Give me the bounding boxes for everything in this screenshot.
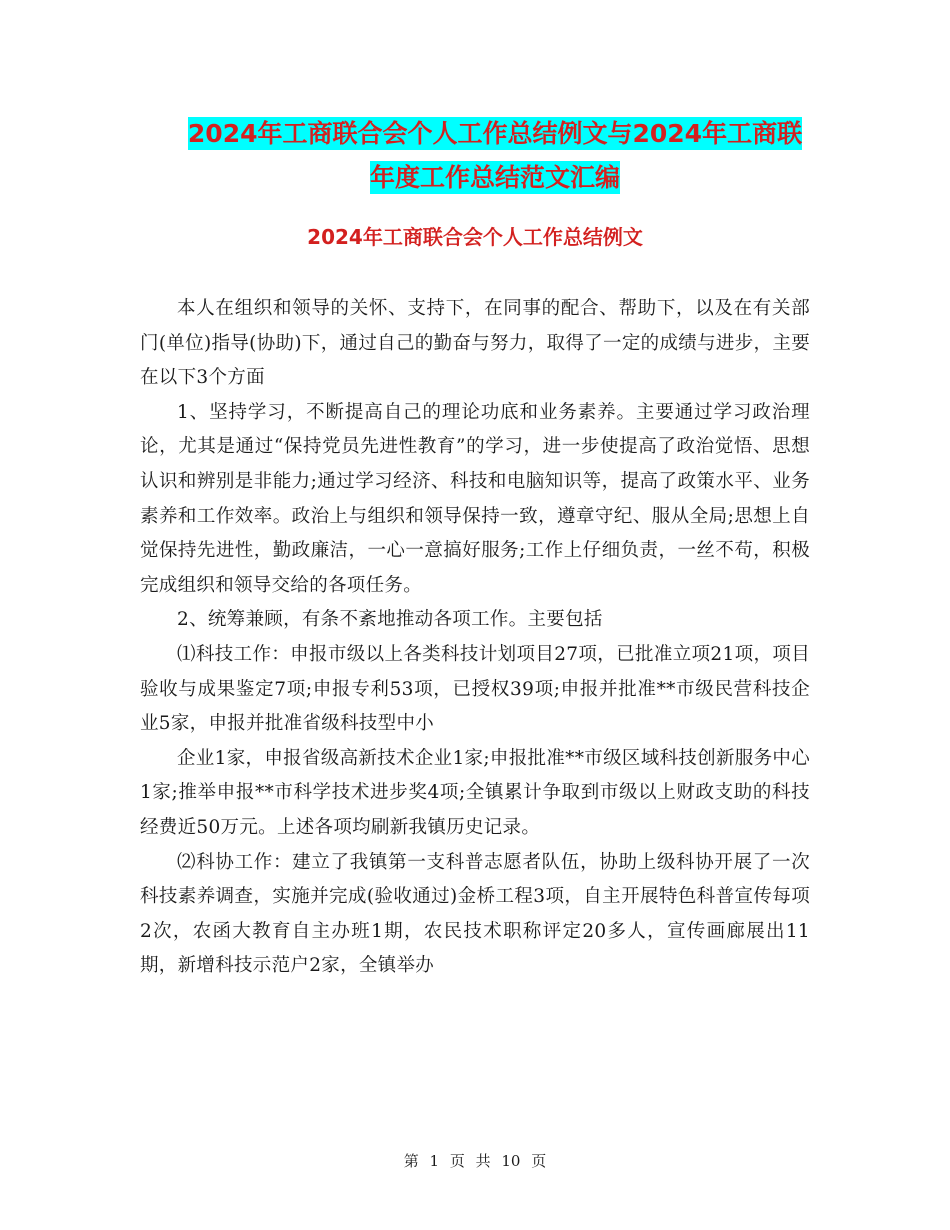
paragraph: ⑴科技工作：申报市级以上各类科技计划项目27项，已批准立项21项，项目验收与成果鉴定7项;申报专利53项，已授权39项;申报并批准**市级民营科技企业5家，申报并批准省级科技型中小 <box>140 643 810 735</box>
title-line-2: 年度工作总结范文汇编 <box>369 163 620 192</box>
page-footer: 第 1 页 共 10 页 <box>403 1152 547 1170</box>
paragraph: ⑵科协工作：建立了我镇第一支科普志愿者队伍，协助上级科协开展了一次科技素养调查，实施并完成(验收通过)金桥工程3项，自主开展特色科普宣传每项2次，农函大教育自主办班1期，农民技术职称评定20多人，宣传画廊展出11期，新增科技示范户2家，全镇举办 <box>140 851 810 977</box>
document-title <box>140 112 850 200</box>
section-title: 2024年工商联合会个人工作总结例文 <box>307 225 643 249</box>
paragraph: 2、统筹兼顾，有条不紊地推动各项工作。主要包括 <box>177 609 603 631</box>
paragraph: 本人在组织和领导的关怀、支持下，在同事的配合、帮助下，以及在有关部门(单位)指导(协助)下，通过自己的勤奋与努力，取得了一定的成绩与进步，主要在以下3个方面 <box>140 298 810 389</box>
paragraph: 1、坚持学习，不断提高自己的理论功底和业务素养。主要通过学习政治理论，尤其是通过“保持党员先进性教育”的学习，进一步使提高了政治觉悟、思想认识和辨别是非能力;通过学习经济、科技和电脑知识等，提高了政策水平、业务素养和工作效率。政治上与组织和领导保持一致，遵章守纪、服从全局;思想上自觉保持先进性，勤政廉洁，一心一意搞好服务;工作上仔细负责，一丝不苟，积极完成组织和领导交给的各项任务。 <box>140 401 810 596</box>
paragraph: 企业1家，申报省级高新技术企业1家;申报批准**市级区域科技创新服务中心1家;推举申报**市科学技术进步奖4项;全镇累计争取到市级以上财政支助的科技经费近50万元。上述各项均刷新我镇历史记录。 <box>140 747 810 838</box>
title-line-1: 2024年工商联合会个人工作总结例文与2024年工商联 <box>187 119 803 148</box>
document-body <box>140 292 810 984</box>
